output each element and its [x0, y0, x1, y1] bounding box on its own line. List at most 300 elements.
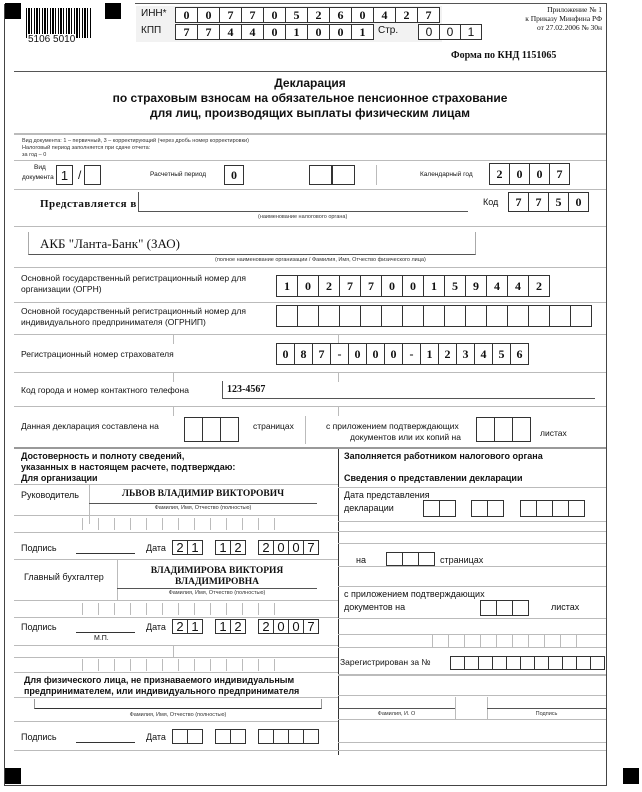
tax-sign-bottom	[338, 719, 606, 720]
grid-v5	[173, 406, 174, 416]
title-line1: Декларация	[274, 76, 346, 90]
ogrnip-digit-cell[interactable]	[507, 305, 529, 327]
pages-digit-cell[interactable]	[220, 417, 239, 442]
grid-tick	[258, 518, 259, 530]
date-year-cell[interactable]: 0	[288, 619, 304, 634]
grid-v7	[173, 645, 174, 657]
pages-digit-cell[interactable]	[184, 417, 203, 442]
individual-signature-input[interactable]	[76, 729, 135, 743]
reg-digit-cell[interactable]: 0	[276, 343, 295, 365]
individual-name-divider	[14, 721, 338, 722]
ogrn-digit-cell[interactable]: 0	[297, 275, 319, 297]
reg-digit-cell[interactable]: 6	[510, 343, 529, 365]
reg-digit-cell[interactable]: 5	[492, 343, 511, 365]
grid-tick	[464, 635, 465, 647]
tax-final	[338, 742, 606, 743]
individual-date-label: Дата	[146, 732, 166, 742]
tax-office-heading: Заполняется работником налогового органа	[344, 451, 543, 461]
inn-digit-cell[interactable]: 5	[285, 7, 308, 23]
period-extra-cell-2[interactable]	[332, 165, 355, 185]
tax-attach-label-2: документов на	[344, 602, 406, 612]
director-date-label: Дата	[146, 543, 166, 553]
bottom-divider	[14, 750, 606, 751]
page-label: Стр.	[378, 25, 399, 36]
director-fio-caption: Фамилия, Имя, Отчество (полностью)	[154, 505, 252, 511]
individual-signature-label: Подпись	[21, 732, 57, 742]
grid-tick	[162, 518, 163, 530]
tax-grid-divider-2	[338, 543, 606, 544]
doc-type-label-1: Вид	[34, 164, 46, 171]
grid-tick	[448, 635, 449, 647]
date-day-cell[interactable]: 2	[172, 619, 188, 634]
grid-tick	[210, 518, 211, 530]
inn-digit-cell[interactable]: 7	[417, 7, 440, 23]
grid-v1	[173, 334, 174, 344]
director-date-divider	[14, 559, 338, 560]
tax-signature-underline	[487, 708, 606, 709]
grid-tick	[242, 659, 243, 671]
submission-year-cell[interactable]	[552, 500, 569, 517]
submission-date-divider	[338, 521, 606, 522]
tax-pages-cell[interactable]	[418, 552, 435, 566]
individual-date-year-cell[interactable]	[258, 729, 274, 744]
period-label: Расчетный период	[150, 171, 207, 178]
director-name-underline	[89, 503, 317, 504]
ogrn-divider	[14, 302, 606, 303]
grid-tick	[82, 603, 83, 615]
individual-heading-2: предпринимателем, или индивидуального предпринимателя	[24, 686, 300, 696]
submission-month-cell[interactable]	[471, 500, 488, 517]
notes-divider	[14, 160, 606, 161]
title-divider	[14, 133, 606, 135]
code-digit-cell[interactable]: 0	[568, 192, 589, 212]
pages-digit-cell[interactable]	[202, 417, 221, 442]
submission-year-cell[interactable]	[568, 500, 585, 517]
grid-tick	[194, 518, 195, 530]
grid-tick	[560, 635, 561, 647]
code-digit-cell[interactable]: 7	[528, 192, 549, 212]
ogrn-label-1: Основной государственный регистрационный номер для	[21, 273, 246, 283]
kpp-digit-cell[interactable]: 4	[219, 24, 242, 40]
accountant-date-label: Дата	[146, 622, 166, 632]
grid-tick	[130, 518, 131, 530]
reg-digit-cell[interactable]: 3	[456, 343, 475, 365]
individual-fio-caption: Фамилия, Имя, Отчество (полностью)	[129, 712, 227, 718]
ogrnip-divider	[14, 334, 606, 335]
director-signature-input[interactable]	[76, 540, 135, 554]
grid-v6	[338, 406, 339, 416]
grid-tick	[114, 659, 115, 671]
grid-tick	[226, 518, 227, 530]
kpp-digit-cell[interactable]: 1	[285, 24, 308, 40]
tax-pages-cell[interactable]	[402, 552, 419, 566]
reg-digit-cell[interactable]: 0	[366, 343, 385, 365]
doc-type-divider	[14, 189, 606, 190]
organization-name: АКБ "Ланта-Банк" (ЗАО)	[40, 236, 180, 251]
director-signature-label: Подпись	[21, 543, 57, 553]
reg-digit-cell[interactable]: -	[402, 343, 421, 365]
grid-tick	[146, 603, 147, 615]
date-year-cell[interactable]: 2	[258, 619, 274, 634]
confirm-heading-3: Для организации	[21, 473, 98, 483]
individual-date-day-cell[interactable]	[187, 729, 203, 744]
ogrnip-digit-cell[interactable]	[318, 305, 340, 327]
registered-digit-cell[interactable]	[520, 656, 535, 670]
grid-tick	[226, 603, 227, 615]
director-divider	[14, 515, 338, 516]
ogrnip-digit-cell[interactable]	[297, 305, 319, 327]
date-day-cell[interactable]: 2	[172, 540, 188, 555]
ogrn-label-2: организации (ОГРН)	[21, 284, 102, 294]
year-digit-cell[interactable]: 0	[509, 163, 530, 185]
doc-type-value[interactable]: 1	[56, 165, 73, 185]
submission-day-cell[interactable]	[423, 500, 440, 517]
ogrnip-digit-cell[interactable]	[549, 305, 571, 327]
date-month-cell[interactable]: 2	[230, 540, 246, 555]
grid-tick	[480, 635, 481, 647]
accountant-name-underline	[117, 588, 317, 589]
ogrn-digit-cell[interactable]: 0	[381, 275, 403, 297]
grid-tick	[82, 659, 83, 671]
attach-digit-cell[interactable]	[512, 417, 531, 442]
individual-date-month-cell[interactable]	[215, 729, 231, 744]
pages-unit: страницах	[253, 421, 294, 431]
individual-name-input[interactable]	[34, 699, 322, 709]
date-year-cell[interactable]: 0	[288, 540, 304, 555]
reg-digit-cell[interactable]: 0	[348, 343, 367, 365]
submitted-divider	[14, 226, 606, 227]
director-grid-divider	[14, 532, 338, 533]
grid-tick	[544, 635, 545, 647]
code-digit-cell[interactable]: 7	[508, 192, 529, 212]
page-digit-cell[interactable]: 1	[460, 24, 482, 40]
notes-line1: Вид документа: 1 – первичный, 3 – корректирующий (через дробь номер корректировки)	[22, 138, 249, 144]
ogrn-digit-cell[interactable]: 4	[507, 275, 529, 297]
corner-marker-top-left	[5, 3, 21, 19]
registered-digit-cell[interactable]	[562, 656, 577, 670]
pages-bottom-divider	[14, 447, 606, 449]
date-month-cell[interactable]: 1	[215, 540, 231, 555]
date-year-cell[interactable]: 7	[303, 540, 319, 555]
submission-month-cell[interactable]	[487, 500, 504, 517]
attach-digit-cell[interactable]	[494, 417, 513, 442]
inn-digit-cell[interactable]: 7	[241, 7, 264, 23]
grid-tick	[512, 635, 513, 647]
ogrn-digit-cell[interactable]: 5	[444, 275, 466, 297]
individual-date-day-cell[interactable]	[172, 729, 188, 744]
inn-digit-cell[interactable]: 0	[263, 7, 286, 23]
doc-type-correction[interactable]	[84, 165, 101, 185]
tax-fio-underline	[338, 708, 455, 709]
accountant-date-divider	[14, 645, 338, 646]
date-month-cell[interactable]: 2	[230, 619, 246, 634]
submission-year-cell[interactable]	[520, 500, 537, 517]
notes-line3: за год – 0	[22, 152, 47, 158]
ogrn-digit-cell[interactable]: 0	[402, 275, 424, 297]
ogrnip-label-1: Основной государственный регистрационный номер для	[21, 306, 246, 316]
ogrnip-digit-cell[interactable]	[276, 305, 298, 327]
tax-authority-input[interactable]	[138, 192, 468, 212]
phone-divider	[14, 406, 606, 407]
accountant-label: Главный бухгалтер	[24, 572, 104, 582]
confirm-heading-2: указанных в настоящем расчете, подтверждаю:	[21, 462, 236, 472]
phone-input[interactable]	[222, 381, 595, 399]
accountant-divider	[14, 600, 338, 601]
ogrnip-digit-cell[interactable]	[486, 305, 508, 327]
submission-year-cell[interactable]	[536, 500, 553, 517]
grid-tick	[146, 659, 147, 671]
registered-digit-cell[interactable]	[464, 656, 479, 670]
individual-date-year-cell[interactable]	[288, 729, 304, 744]
date-month-cell[interactable]: 1	[215, 619, 231, 634]
individual-date-year-cell[interactable]	[303, 729, 319, 744]
ogrnip-digit-cell[interactable]	[339, 305, 361, 327]
accountant-name-1[interactable]: ВЛАДИМИРОВА ВИКТОРИЯ	[150, 566, 284, 576]
kpp-digit-cell[interactable]: 0	[307, 24, 330, 40]
tax-sign-top	[338, 695, 606, 696]
accountant-signature-input[interactable]	[76, 619, 135, 633]
submission-day-cell[interactable]	[439, 500, 456, 517]
grid-tick	[258, 603, 259, 615]
calendar-year-label: Календарный год	[420, 171, 473, 178]
appendix-line3: от 27.02.2006 № 30н	[537, 23, 602, 32]
registered-digit-cell[interactable]	[506, 656, 521, 670]
ogrnip-digit-cell[interactable]	[381, 305, 403, 327]
appendix-line1: Приложение № 1	[547, 5, 602, 14]
ogrn-digit-cell[interactable]: 2	[318, 275, 340, 297]
ogrn-digit-cell[interactable]: 1	[276, 275, 298, 297]
grid-tick	[496, 635, 497, 647]
inn-digit-cell[interactable]: 0	[175, 7, 198, 23]
grid-tick	[210, 659, 211, 671]
grid-tick	[178, 518, 179, 530]
ogrn-digit-cell[interactable]: 9	[465, 275, 487, 297]
grid-tick	[98, 518, 99, 530]
grid-tick	[98, 603, 99, 615]
year-digit-cell[interactable]: 7	[549, 163, 570, 185]
registered-digit-cell[interactable]	[548, 656, 563, 670]
confirm-heading-1: Достоверность и полноту сведений,	[21, 451, 185, 461]
attach-digit-cell[interactable]	[476, 417, 495, 442]
date-year-cell[interactable]: 0	[273, 540, 289, 555]
individual-heading-1: Для физического лица, не признаваемого индивидуальным	[24, 675, 295, 685]
ogrnip-digit-cell[interactable]	[360, 305, 382, 327]
tax-grid-divider	[338, 531, 606, 532]
reg-number-label: Регистрационный номер страхователя	[21, 349, 174, 359]
doc-type-slash: /	[78, 168, 82, 182]
phone-label: Код города и номер контактного телефона	[21, 385, 189, 395]
registered-digit-cell[interactable]	[492, 656, 507, 670]
ogrnip-digit-cell[interactable]	[444, 305, 466, 327]
period-divider	[376, 165, 377, 185]
grid-tick	[274, 518, 275, 530]
pages-label: Данная декларация составлена на	[21, 421, 159, 431]
date-day-cell[interactable]: 1	[187, 619, 203, 634]
confirm-divider	[14, 484, 338, 485]
grid-tick	[114, 518, 115, 530]
registered-label: Зарегистрирован за №	[340, 657, 431, 667]
accountant-signature-label: Подпись	[21, 622, 57, 632]
attach-label-2: документов или их копий на	[350, 432, 461, 442]
tax-grid-divider-3	[338, 634, 606, 635]
grid-tick	[146, 518, 147, 530]
kpp-digit-cell[interactable]: 0	[263, 24, 286, 40]
ogrnip-digit-cell[interactable]	[465, 305, 487, 327]
ogrnip-digit-cell[interactable]	[528, 305, 550, 327]
phone-value: 123-4567	[227, 384, 266, 395]
reg-divider	[14, 372, 606, 373]
page-digit-cell[interactable]: 0	[439, 24, 461, 40]
tax-office-divider	[338, 487, 606, 488]
grid-tick	[274, 659, 275, 671]
kpp-digit-cell[interactable]: 7	[175, 24, 198, 40]
corner-marker-bottom-left	[5, 768, 21, 784]
registered-digit-cell[interactable]	[450, 656, 465, 670]
reg-digit-cell[interactable]: 8	[294, 343, 313, 365]
right-margin-line	[606, 4, 607, 786]
tax-pages-cell[interactable]	[386, 552, 403, 566]
code-label: Код	[483, 197, 499, 207]
grid-tick	[82, 518, 83, 530]
grid-tick	[242, 518, 243, 530]
kpp-digit-cell[interactable]: 4	[241, 24, 264, 40]
ogrn-digit-cell[interactable]: 7	[339, 275, 361, 297]
ogrn-digit-cell[interactable]: 4	[486, 275, 508, 297]
grid-tick	[178, 603, 179, 615]
inn-digit-cell[interactable]: 2	[307, 7, 330, 23]
ogrn-digit-cell[interactable]: 7	[360, 275, 382, 297]
tax-attach-label-1: с приложением подтверждающих	[344, 589, 485, 599]
submission-date-label-1: Дата представления	[344, 490, 430, 500]
spacer-grid-divider	[14, 672, 338, 673]
ogrn-digit-cell[interactable]: 2	[528, 275, 550, 297]
page-digit-cell[interactable]: 0	[418, 24, 440, 40]
ogrnip-label-2: индивидуального предпринимателя (ОГРНИП)	[21, 317, 206, 327]
tax-on-label: на	[356, 555, 366, 565]
notes-line2: Налоговый период заполняется при сдаче отчета:	[22, 145, 151, 151]
reg-digit-cell[interactable]: 4	[474, 343, 493, 365]
kpp-label: КПП	[141, 25, 162, 36]
form-code: Форма по КНД 1151065	[451, 50, 557, 61]
registered-digit-cell[interactable]	[576, 656, 591, 670]
individual-heading-divider	[14, 697, 338, 698]
corner-marker-top-center	[105, 3, 121, 19]
reg-digit-cell[interactable]: 7	[312, 343, 331, 365]
tax-office-subheading: Сведения о представлении декларации	[344, 473, 523, 483]
individual-date-month-cell[interactable]	[230, 729, 246, 744]
spacer-divider	[14, 657, 338, 658]
code-digit-cell[interactable]: 5	[548, 192, 569, 212]
kpp-digit-cell[interactable]: 1	[351, 24, 374, 40]
tax-grid-divider-4	[338, 647, 606, 648]
title-line3: для лиц, производящих выплаты физическим лицам	[149, 106, 471, 120]
grid-tick	[162, 603, 163, 615]
tax-fio-caption: Фамилия, И. О	[377, 711, 416, 717]
grid-tick	[274, 603, 275, 615]
ogrnip-digit-cell[interactable]	[402, 305, 424, 327]
grid-v3	[173, 372, 174, 382]
grid-tick	[210, 603, 211, 615]
tax-signature-caption: Подпись	[535, 711, 558, 717]
tax-attach-cell[interactable]	[496, 600, 513, 616]
accountant-grid-divider	[14, 617, 338, 618]
accountant-name-2[interactable]: ВЛАДИМИРОВНА	[175, 577, 259, 587]
tax-attach-unit: листах	[551, 602, 580, 612]
inn-digit-cell[interactable]: 6	[329, 7, 352, 23]
inn-digit-cell[interactable]: 2	[395, 7, 418, 23]
date-year-cell[interactable]: 2	[258, 540, 274, 555]
director-name[interactable]: ЛЬВОВ ВЛАДИМИР ВИКТОРОВИЧ	[121, 489, 285, 499]
grid-tick	[178, 659, 179, 671]
inn-digit-cell[interactable]: 0	[197, 7, 220, 23]
tax-pages-unit: страницах	[440, 555, 484, 565]
date-day-cell[interactable]: 1	[187, 540, 203, 555]
individual-date-year-cell[interactable]	[273, 729, 289, 744]
ogrnip-digit-cell[interactable]	[570, 305, 592, 327]
grid-tick	[432, 635, 433, 647]
pages-divider	[305, 416, 306, 444]
tax-sign-split-1	[455, 697, 456, 719]
registered-digit-cell[interactable]	[478, 656, 493, 670]
reg-digit-cell[interactable]: -	[330, 343, 349, 365]
corner-marker-bottom-right	[623, 768, 639, 784]
title-line2: по страховым взносам на обязательное пенсионное страхование	[112, 91, 508, 105]
year-digit-cell[interactable]: 2	[489, 163, 510, 185]
submission-date-label-2: декларации	[344, 503, 394, 513]
grid-tick	[194, 603, 195, 615]
inn-digit-cell[interactable]: 7	[219, 7, 242, 23]
tax-attach-cell[interactable]	[480, 600, 497, 616]
grid-tick	[194, 659, 195, 671]
reg-digit-cell[interactable]: 2	[438, 343, 457, 365]
appendix-line2: к Приказу Минфина РФ	[525, 14, 602, 23]
period-value[interactable]: 0	[224, 165, 244, 185]
ogrnip-digit-cell[interactable]	[423, 305, 445, 327]
inn-label: ИНН*	[141, 8, 167, 19]
reg-digit-cell[interactable]: 0	[384, 343, 403, 365]
grid-tick	[258, 659, 259, 671]
registered-divider	[338, 674, 606, 676]
header-divider	[14, 71, 606, 72]
tax-attach-cell[interactable]	[512, 600, 529, 616]
inn-digit-cell[interactable]: 0	[351, 7, 374, 23]
reg-digit-cell[interactable]: 1	[420, 343, 439, 365]
grid-tick	[242, 603, 243, 615]
period-extra-cell-1[interactable]	[309, 165, 332, 185]
grid-tick	[226, 659, 227, 671]
grid-tick	[162, 659, 163, 671]
date-year-cell[interactable]: 0	[273, 619, 289, 634]
director-label: Руководитель	[21, 490, 79, 500]
registered-digit-cell[interactable]	[534, 656, 549, 670]
grid-tick	[130, 603, 131, 615]
kpp-digit-cell[interactable]: 7	[197, 24, 220, 40]
tax-attach-divider	[338, 618, 606, 619]
grid-tick	[576, 635, 577, 647]
registered-digit-cell[interactable]	[590, 656, 605, 670]
submitted-to-label: Представляется в	[40, 198, 137, 210]
tax-pages-divider	[338, 566, 606, 567]
section-divider	[338, 449, 339, 755]
year-digit-cell[interactable]: 0	[529, 163, 550, 185]
top-border	[135, 3, 607, 4]
ogrn-digit-cell[interactable]: 1	[423, 275, 445, 297]
inn-digit-cell[interactable]: 4	[373, 7, 396, 23]
date-year-cell[interactable]: 7	[303, 619, 319, 634]
grid-tick	[114, 603, 115, 615]
org-divider	[14, 267, 606, 268]
kpp-digit-cell[interactable]: 0	[329, 24, 352, 40]
